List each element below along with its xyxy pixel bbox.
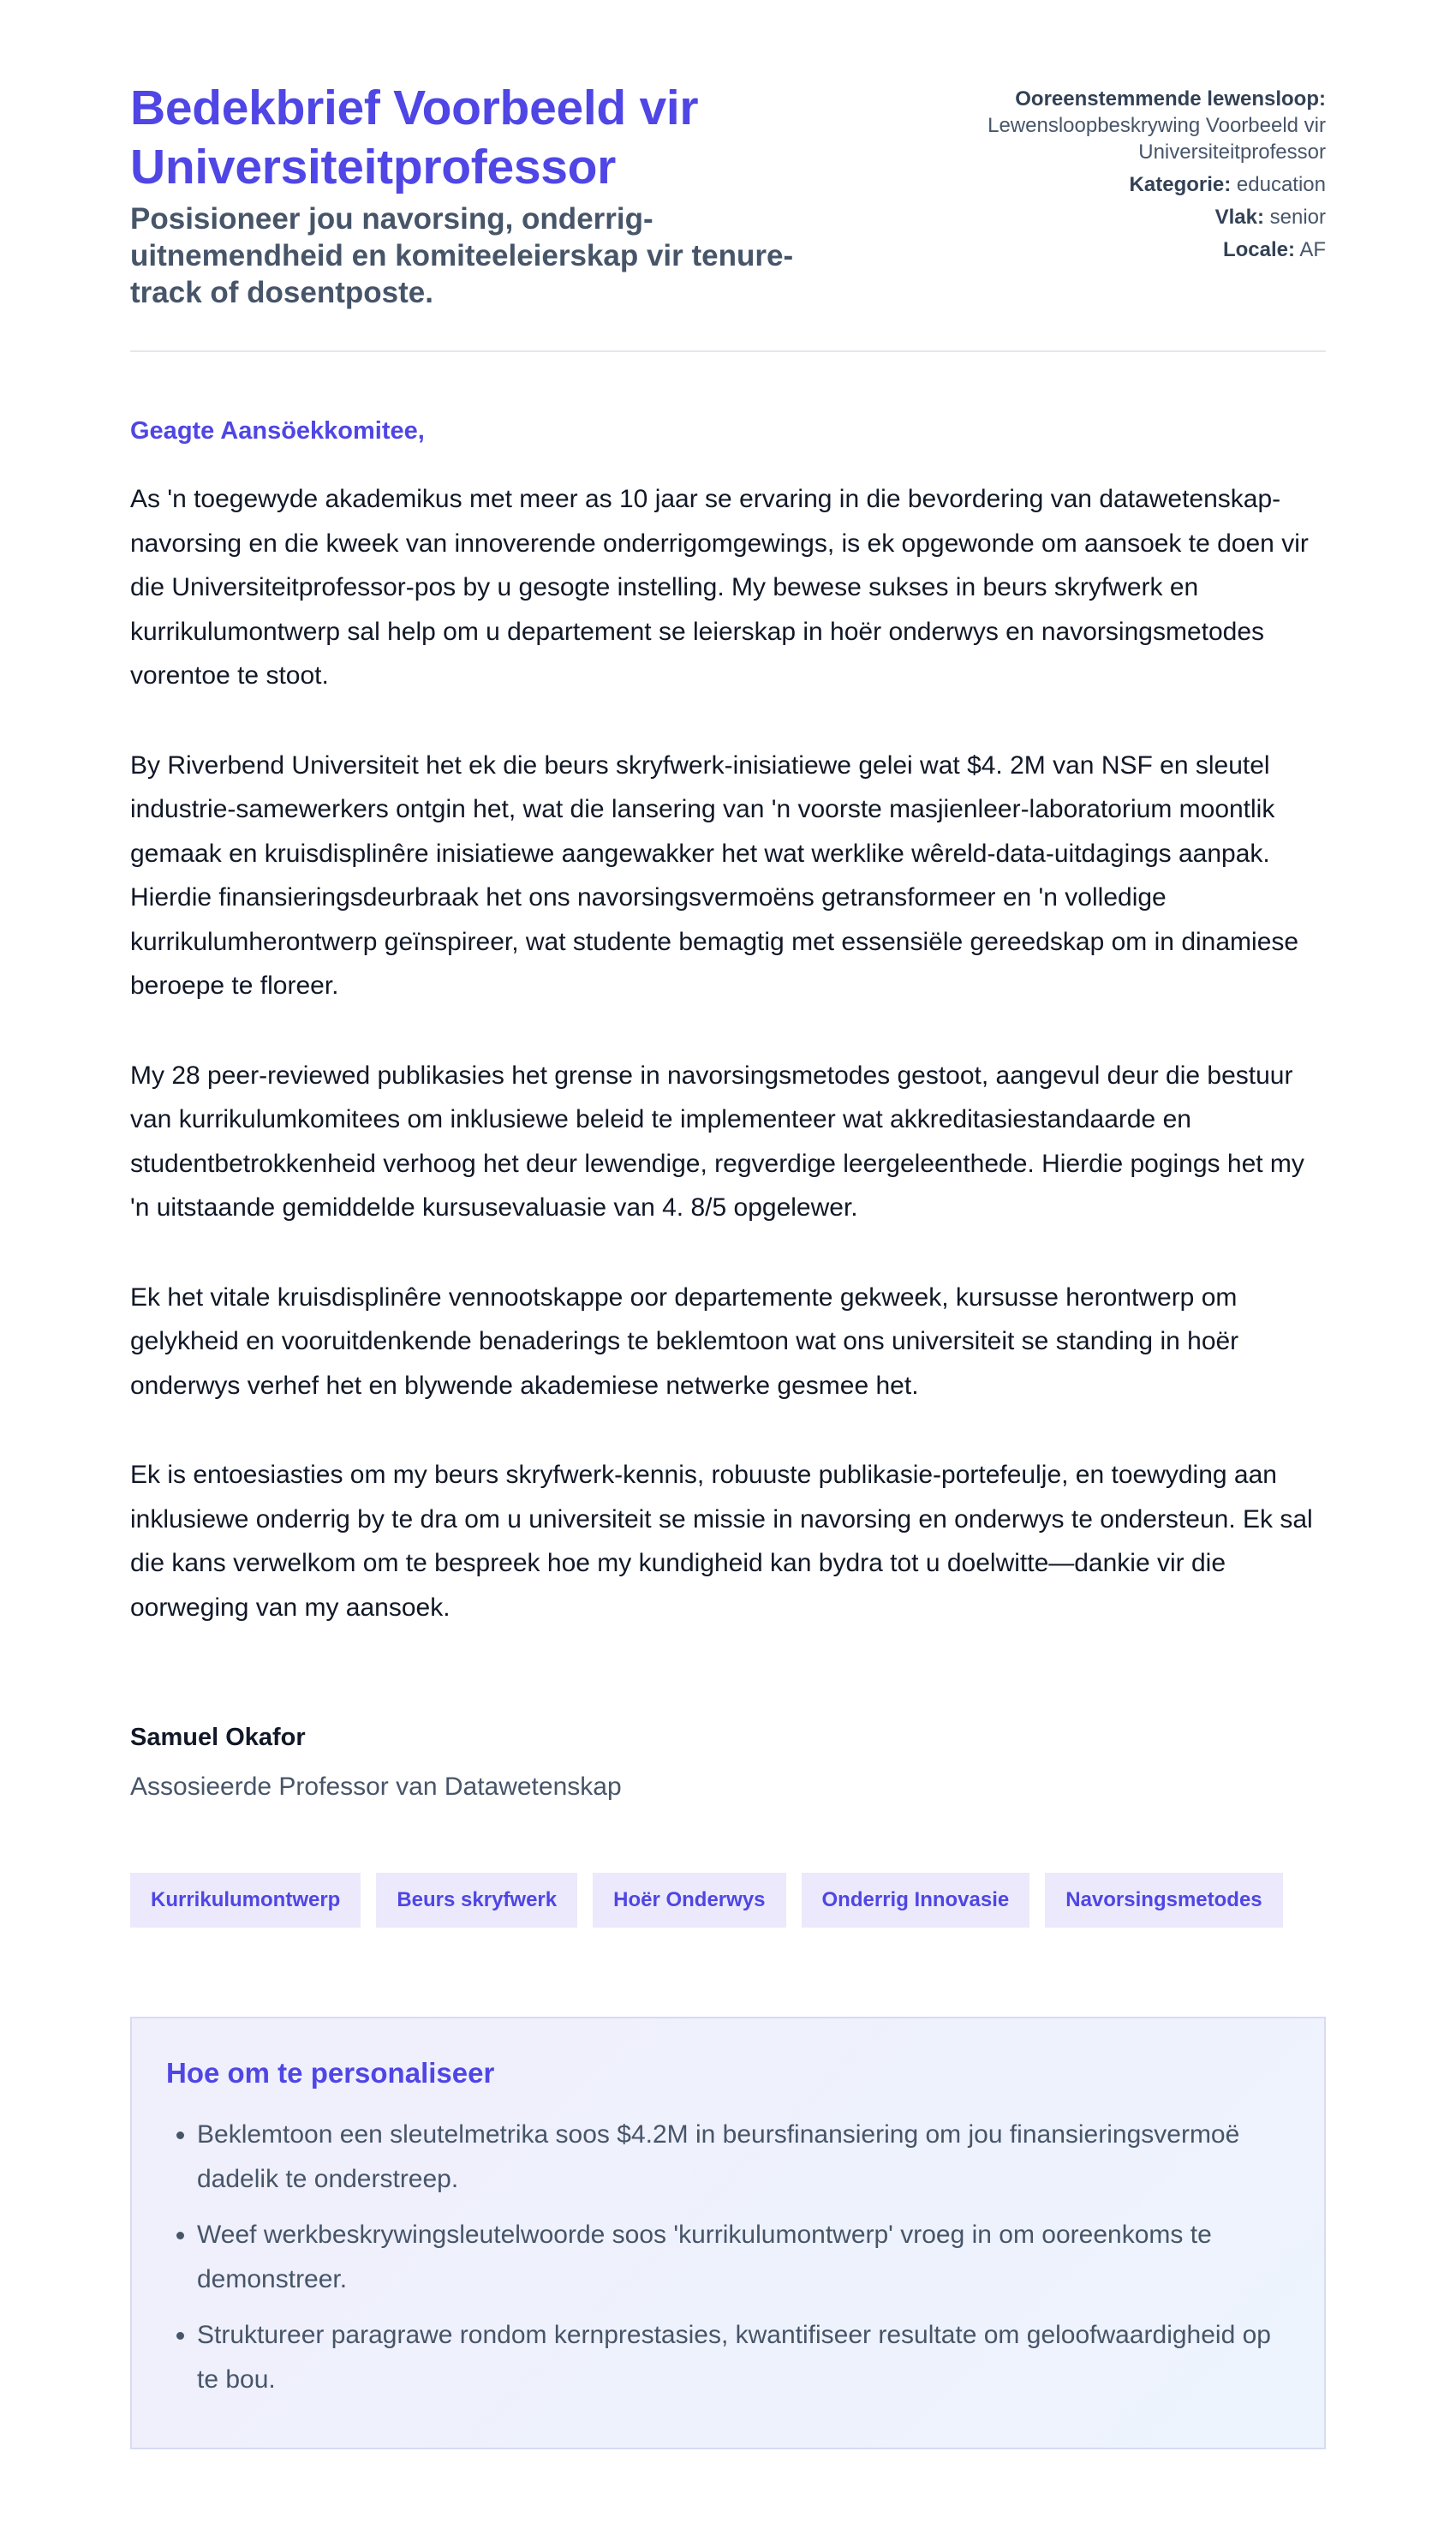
letter-body: [130, 477, 1326, 1629]
tag-chip[interactable]: Onderrig Innovasie: [802, 1873, 1030, 1928]
meta-category-label: Kategorie:: [1129, 173, 1232, 196]
letter-paragraph: Ek het vitale kruisdisplinêre vennootskappe oor departemente gekweek, kursusse herontwerp om gelykheid en vooruitdenkende benaderings te beklemtoon wat ons universiteit se standing in hoër onderwys verhef het en blywende akademiese netwerke gesmee het.: [130, 1282, 1239, 1400]
meta-panel: [880, 79, 1326, 269]
signature-title: Assosieerde Professor van Datawetenskap: [130, 1773, 622, 1801]
meta-level-label: Vlak:: [1214, 206, 1264, 229]
page-subtitle: Posisioneer jou navorsing, onderrig-uitnemendheid en komiteeleierskap vir tenure-track of dosentposte.: [130, 202, 794, 309]
tip-item: • Beklemtoon een sleutelmetrika soos $4.2M in beursfinansiering om jou finansieringsvermoë dadelik te onderstreep.: [197, 2113, 1290, 2201]
tip-item: • Weef werkbeskrywingsleutelwoorde soos 'kurrikulumontwerp' vroeg in om ooreenkoms te demonstreer.: [197, 2213, 1290, 2301]
header-titles: [130, 79, 850, 311]
signature-name: Samuel Okafor: [130, 1724, 306, 1751]
signature-block: [130, 1722, 1326, 1803]
tag-chip[interactable]: Kurrikulumontwerp: [130, 1873, 361, 1928]
meta-category-value: education: [1236, 173, 1326, 196]
meta-category: [880, 171, 1326, 198]
meta-locale: [880, 236, 1326, 263]
tag-chip[interactable]: Hoër Onderwys: [593, 1873, 785, 1928]
tip-item: • Struktureer paragrawe rondom kernprestasies, kwantifiseer resultate om geloofwaardigheid op te bou.: [197, 2313, 1290, 2401]
cover-letter-page: [130, 0, 1326, 2449]
meta-resume: [880, 86, 1326, 165]
page-title: Bedekbrief Voorbeeld vir Universiteitprofessor: [130, 81, 699, 194]
meta-level: [880, 204, 1326, 230]
tips-list: [166, 2113, 1290, 2401]
meta-resume-label: Ooreenstemmende lewensloop:: [1015, 87, 1326, 111]
letter-paragraph: As 'n toegewyde akademikus met meer as 10 jaar se ervaring in die bevordering van datawetenskap-navorsing en die kweek van innoverende onderrigomgewings, is ek opgewonde om aansoek te doen vir die Universiteitprofessor-pos by u gesogte instelling. My bewese sukses in beurs skryfwerk en kurrikulumontwerp sal help om u departement se leierskap in hoër onderwys en navorsingsmetodes vorentoe te stoot.: [130, 485, 1309, 690]
page-header: [130, 79, 1326, 352]
meta-level-value: senior: [1269, 206, 1326, 229]
meta-locale-label: Locale:: [1222, 238, 1295, 261]
meta-locale-value: AF: [1299, 238, 1326, 261]
tips-title: Hoe om te personaliseer: [166, 2057, 495, 2089]
letter-salutation: Geagte Aansöekkomitee,: [130, 417, 425, 445]
meta-resume-value[interactable]: Lewensloopbeskrywing Voorbeeld vir Universiteitprofessor: [988, 114, 1326, 164]
letter-paragraph: Ek is entoesiasties om my beurs skryfwerk-kennis, robuuste publikasie-portefeulje, en toewyding aan inklusiewe onderrig by te dra om u universiteit se missie in navorsing en onderwys te ondersteun. Ek sal die kans verwelkom om te bespreek hoe my kundigheid kan bydra tot u doelwitte—dankie vir die oorweging van my aansoek.: [130, 1461, 1313, 1622]
tag-chip[interactable]: Beurs skryfwerk: [376, 1873, 577, 1928]
tag-chip[interactable]: Navorsingsmetodes: [1045, 1873, 1282, 1928]
personalization-tips: [130, 2017, 1326, 2449]
letter-paragraph: By Riverbend Universiteit het ek die beurs skryfwerk-inisiatiewe gelei wat $4. 2M van NSF en sleutel industrie-samewerkers ontgin het, wat die lansering van 'n voorste masjienleer-laboratorium moontlik gemaak en kruisdisplinêre inisiatiewe aangewakker het wat werklike wêreld-data-uitdagings aanpak. Hierdie finansieringsdeurbraak het ons navorsingsvermoëns getransformeer en 'n volledige kurrikulumherontwerp geïnspireer, wat studente bemagtig met essensiële gereedskap om in dinamiese beroepe te floreer.: [130, 750, 1299, 1000]
tag-list: [130, 1873, 1326, 1928]
letter-paragraph: My 28 peer-reviewed publikasies het grense in navorsingsmetodes gestoot, aangevul deur die bestuur van kurrikulumkomitees om inklusiewe beleid te implementeer wat akkreditasiestandaarde en studentbetrokkenheid verhoog het deur lewendige, regverdige leergeleenthede. Hierdie pogings het my 'n uitstaande gemiddelde kursusevaluasie van 4. 8/5 opgelewer.: [130, 1061, 1304, 1222]
